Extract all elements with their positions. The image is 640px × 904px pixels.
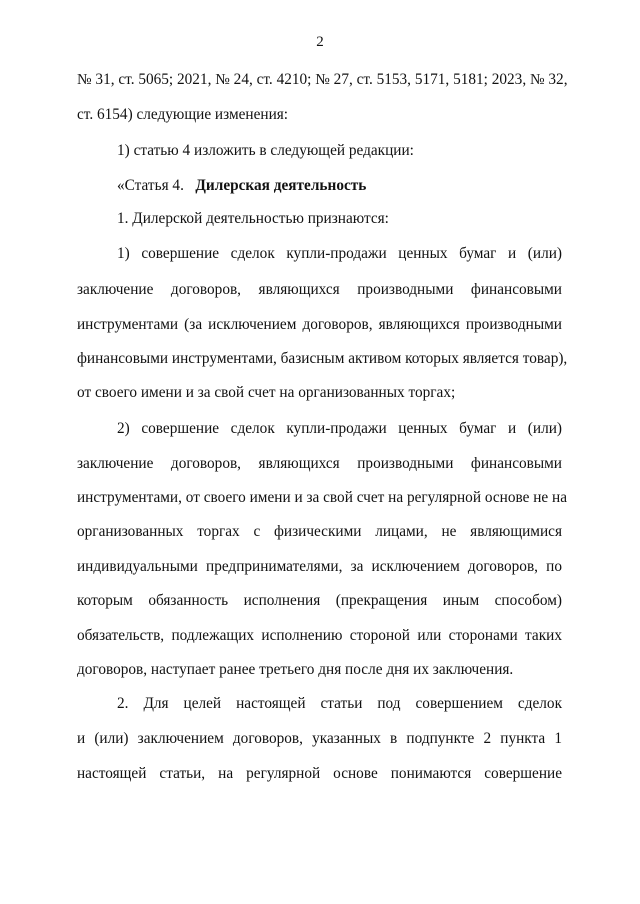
text-line: организованных торгах с физическими лицами, не являющимися (77, 523, 562, 540)
text-line: от своего имени и за свой счет на организованных торгах; (77, 384, 456, 401)
page-number: 2 (316, 34, 324, 50)
text-line: ст. 6154) следующие изменения: (77, 106, 289, 123)
article-heading (117, 177, 562, 195)
text-line: договоров, наступает ранее третьего дня после дня их заключения. (77, 661, 514, 678)
text-line: инструментами (за исключением договоров, являющихся производными (77, 316, 562, 333)
text-line: 1) статью 4 изложить в следующей редакции: (117, 142, 414, 159)
text-line: 2. Для целей настоящей статьи под совершением сделок (117, 695, 562, 712)
text-line: 1) совершение сделок купли-продажи ценных бумаг и (или) (117, 245, 562, 262)
text-line: индивидуальными предпринимателями, за исключением договоров, по (77, 558, 562, 575)
text-line: которым обязанность исполнения (прекращения иным способом) (77, 592, 562, 609)
text-line: № 31, ст. 5065; 2021, № 24, ст. 4210; № 27, ст. 5153, 5171, 5181; 2023, № 32, (77, 71, 568, 88)
text-line: финансовыми инструментами, базисным активом которых является товар), (77, 350, 568, 367)
text-line: и (или) заключением договоров, указанных в подпункте 2 пункта 1 (77, 730, 562, 747)
text-line: заключение договоров, являющихся производными финансовыми (77, 281, 562, 298)
text-line: инструментами, от своего имени и за свой счет на регулярной основе не на (77, 489, 568, 506)
text-line: обязательств, подлежащих исполнению стороной или сторонами таких (77, 627, 562, 644)
text-line: 2) совершение сделок купли-продажи ценных бумаг и (или) (117, 420, 562, 437)
text-line: настоящей статьи, на регулярной основе понимаются совершение (77, 765, 562, 782)
text-line: заключение договоров, являющихся производными финансовыми (77, 455, 562, 472)
article-number: «Статья 4. (117, 177, 184, 194)
text-line: 1. Дилерской деятельностью признаются: (117, 210, 389, 227)
article-title: Дилерская деятельность (195, 177, 367, 194)
